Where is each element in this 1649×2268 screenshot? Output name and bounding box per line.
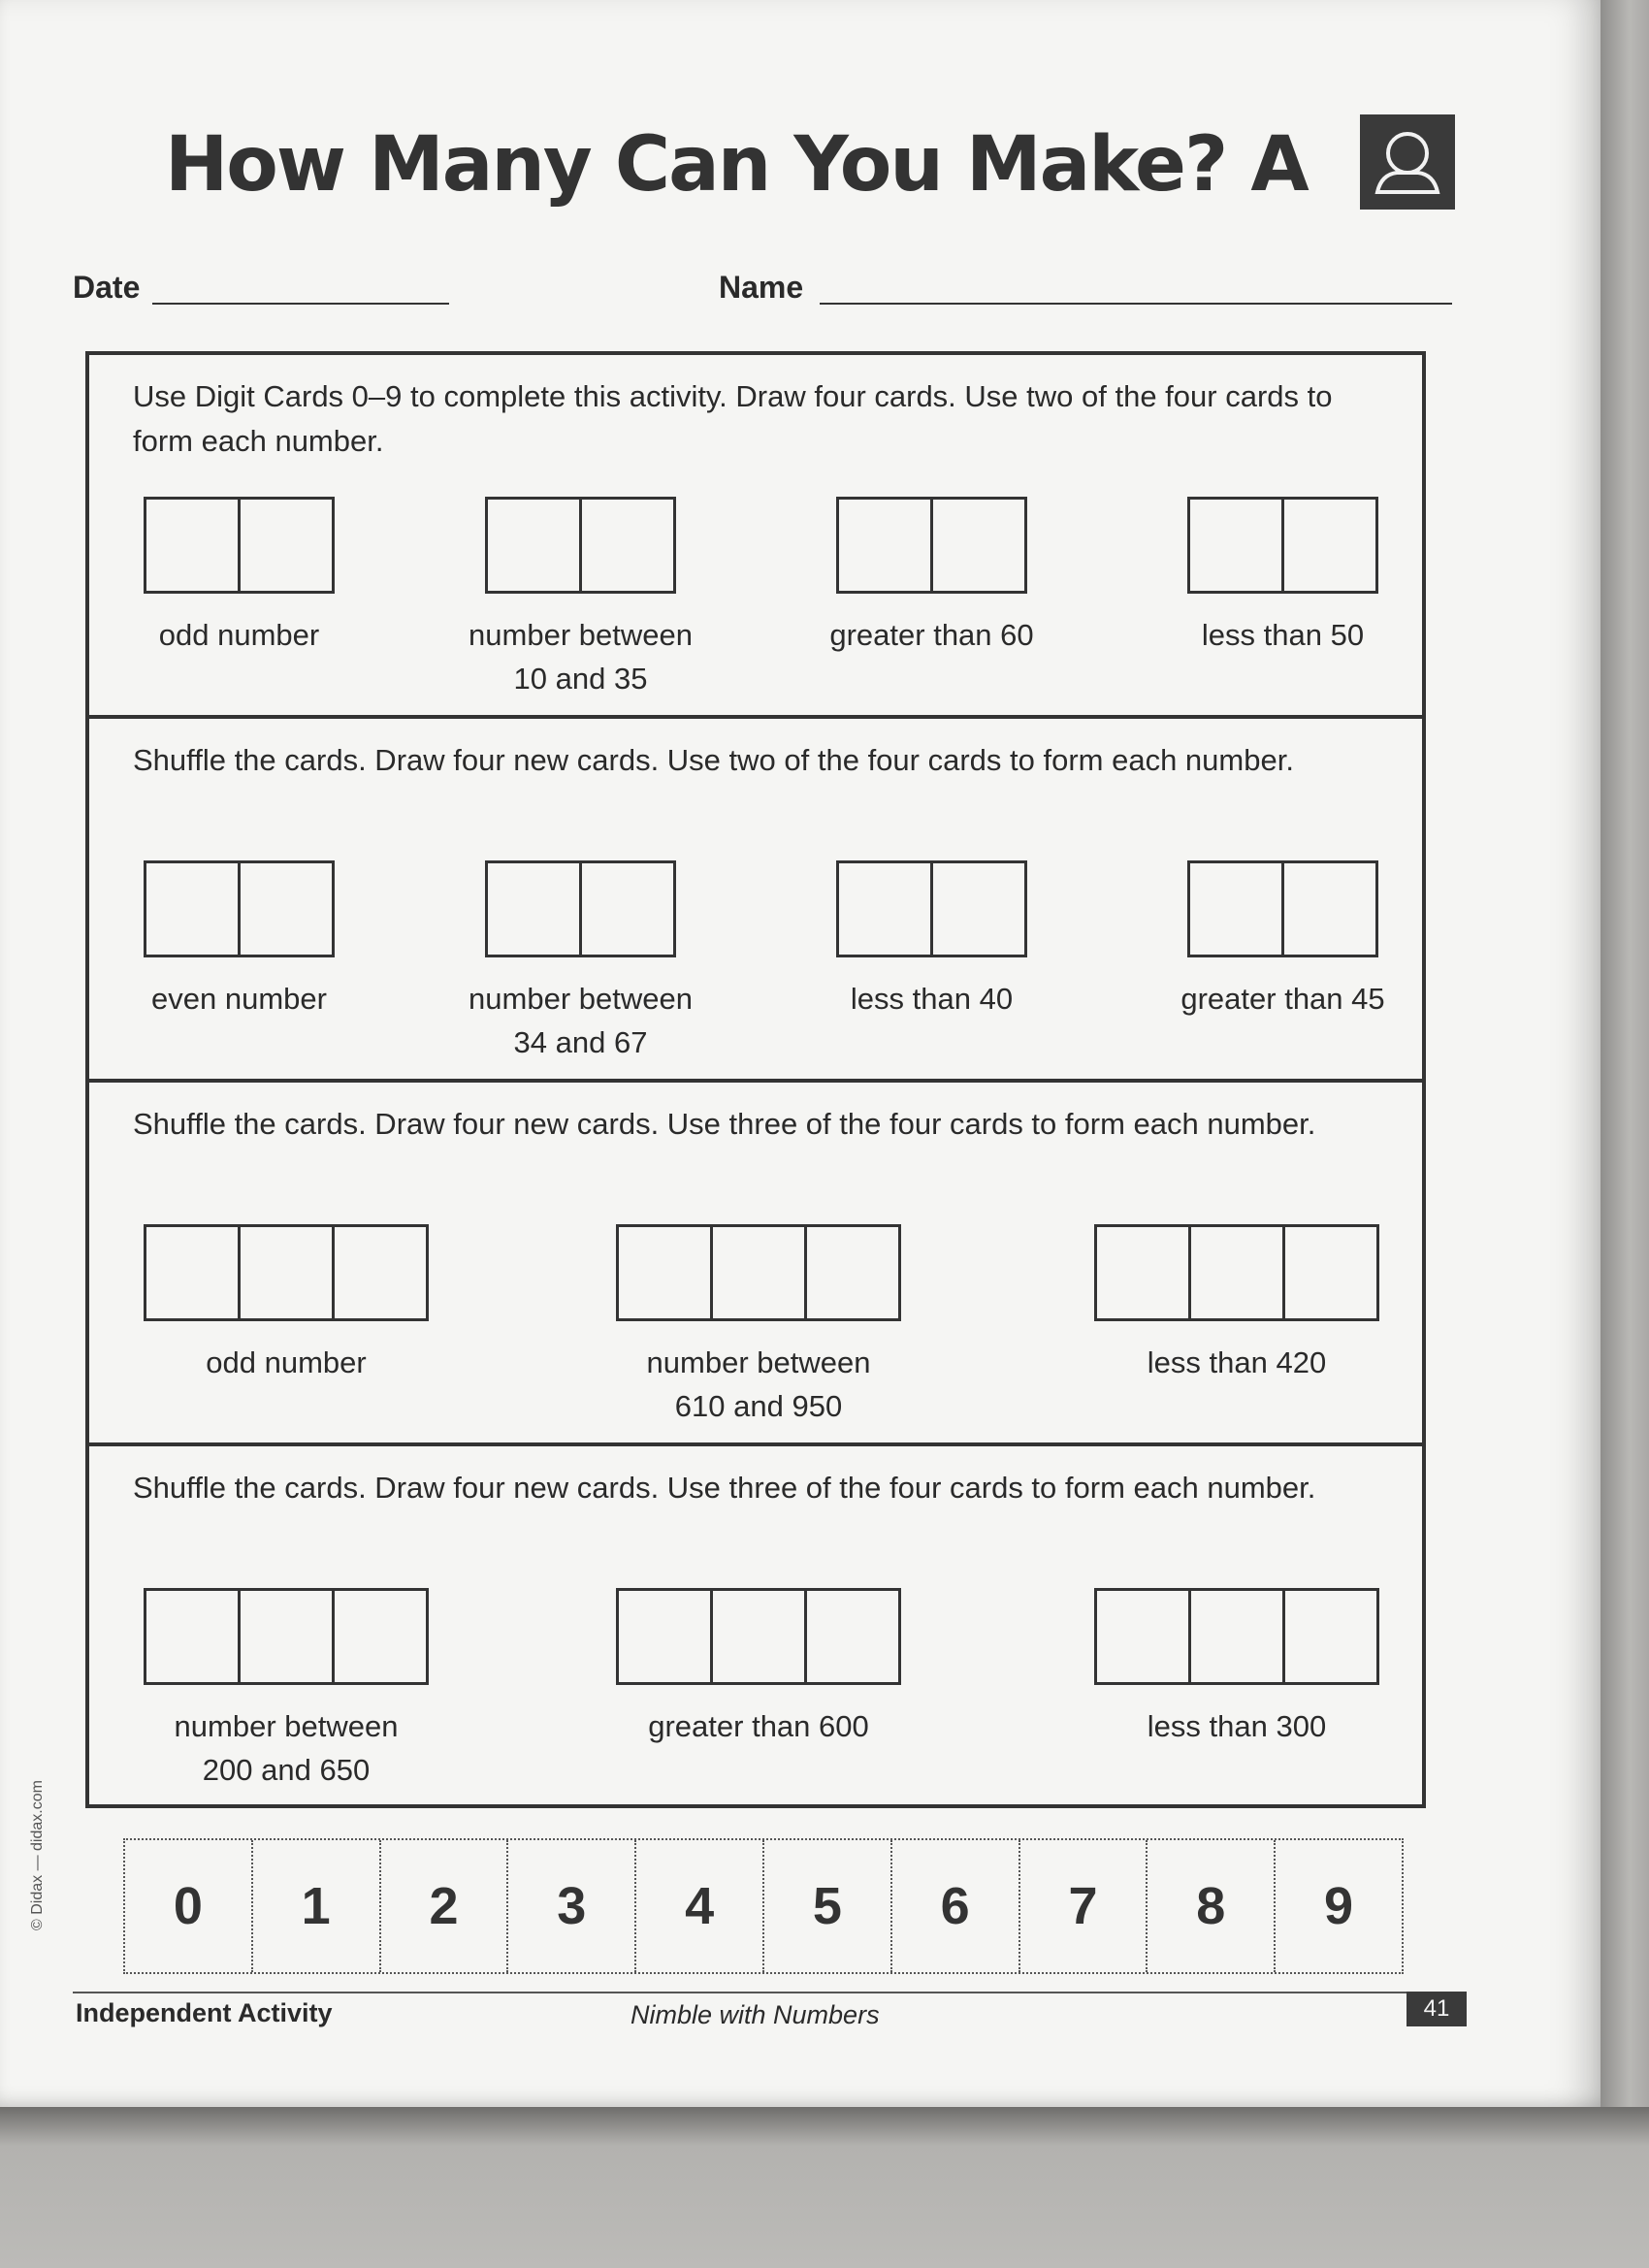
card-box[interactable] xyxy=(238,1588,335,1685)
slot-label: number between 610 and 950 xyxy=(646,1345,871,1423)
card-boxes xyxy=(144,1588,429,1685)
card-box[interactable] xyxy=(1281,860,1378,957)
card-box[interactable] xyxy=(144,860,241,957)
digit-card[interactable]: 2 xyxy=(379,1840,507,1972)
digit-card[interactable]: 3 xyxy=(506,1840,634,1972)
slot-label: number between 10 and 35 xyxy=(469,618,693,696)
card-box[interactable] xyxy=(1187,497,1284,594)
name-field[interactable] xyxy=(820,303,1452,305)
card-box[interactable] xyxy=(804,1588,901,1685)
digit-card[interactable]: 6 xyxy=(890,1840,1018,1972)
slot-label: even number xyxy=(151,982,327,1016)
answer-slot xyxy=(1094,1224,1379,1379)
section-2 xyxy=(89,719,1422,1083)
slot-label: odd number xyxy=(158,618,320,652)
answer-slot xyxy=(469,860,693,1059)
card-box[interactable] xyxy=(1187,860,1284,957)
card-boxes xyxy=(1187,860,1378,957)
digit-card[interactable]: 4 xyxy=(634,1840,762,1972)
person-icon xyxy=(1360,114,1455,210)
card-boxes xyxy=(485,860,676,957)
slot-label: odd number xyxy=(206,1345,367,1379)
answer-slot xyxy=(1094,1588,1379,1743)
card-box[interactable] xyxy=(579,497,676,594)
section-3 xyxy=(89,1083,1422,1446)
answer-slot xyxy=(1187,497,1378,652)
card-box[interactable] xyxy=(930,497,1027,594)
card-box[interactable] xyxy=(144,497,241,594)
card-box[interactable] xyxy=(710,1588,807,1685)
card-boxes xyxy=(616,1224,901,1321)
card-box[interactable] xyxy=(1281,497,1378,594)
card-box[interactable] xyxy=(1094,1588,1191,1685)
slot-label: less than 420 xyxy=(1147,1345,1327,1379)
answer-slot xyxy=(829,497,1034,652)
page-title: How Many Can You Make? A xyxy=(165,121,1308,209)
digit-card[interactable]: 9 xyxy=(1274,1840,1402,1972)
digit-card[interactable]: 0 xyxy=(173,1877,203,1935)
card-box[interactable] xyxy=(616,1588,713,1685)
section-instruction: Shuffle the cards. Draw four new cards. Use three of the four cards to form each number. xyxy=(133,1107,1316,1141)
footer-divider xyxy=(73,1992,1465,1993)
footer-activity-type: Independent Activity xyxy=(76,1998,333,2027)
section-1 xyxy=(89,355,1422,719)
card-box[interactable] xyxy=(238,1224,335,1321)
page-edge xyxy=(1600,0,1649,2107)
card-box[interactable] xyxy=(836,497,933,594)
card-box[interactable] xyxy=(804,1224,901,1321)
page-number: 41 xyxy=(1406,1992,1467,2026)
card-boxes xyxy=(1187,497,1378,594)
answer-slot xyxy=(836,860,1027,1016)
answer-slot xyxy=(616,1588,901,1743)
card-boxes xyxy=(144,497,335,594)
card-box[interactable] xyxy=(616,1224,713,1321)
card-box[interactable] xyxy=(1188,1224,1285,1321)
copyright-text: © Didax — didax.com xyxy=(29,1780,46,1930)
card-box[interactable] xyxy=(144,1224,241,1321)
digit-card[interactable]: 5 xyxy=(762,1840,890,1972)
card-box[interactable] xyxy=(238,860,335,957)
card-boxes xyxy=(1094,1224,1379,1321)
section-instruction: Use Digit Cards 0–9 to complete this activity. Draw four cards. Use two of the four cards to form each number. xyxy=(133,379,1333,458)
slot-label: number between 200 and 650 xyxy=(174,1709,399,1787)
slot-label: greater than 45 xyxy=(1180,982,1385,1016)
answer-slot xyxy=(144,497,335,652)
card-box[interactable] xyxy=(1188,1588,1285,1685)
card-box[interactable] xyxy=(238,497,335,594)
slot-label: greater than 60 xyxy=(829,618,1034,652)
slot-label: number between 34 and 67 xyxy=(469,982,693,1059)
card-box[interactable] xyxy=(485,860,582,957)
card-box[interactable] xyxy=(144,1588,241,1685)
date-label: Date xyxy=(73,270,141,305)
section-instruction: Shuffle the cards. Draw four new cards. Use two of the four cards to form each number. xyxy=(133,743,1294,777)
answer-slot xyxy=(144,1224,429,1379)
date-field[interactable] xyxy=(152,303,449,305)
slot-label: less than 50 xyxy=(1201,618,1365,652)
card-boxes xyxy=(1094,1588,1379,1685)
card-box[interactable] xyxy=(930,860,1027,957)
scan-background xyxy=(0,2107,1649,2268)
card-box[interactable] xyxy=(1282,1588,1379,1685)
card-box[interactable] xyxy=(332,1588,429,1685)
card-box[interactable] xyxy=(332,1224,429,1321)
slot-label: less than 40 xyxy=(850,982,1014,1016)
card-boxes xyxy=(836,860,1027,957)
slot-label: greater than 600 xyxy=(648,1709,869,1743)
card-box[interactable] xyxy=(1282,1224,1379,1321)
section-instruction: Shuffle the cards. Draw four new cards. Use three of the four cards to form each number. xyxy=(133,1471,1316,1505)
activity-box xyxy=(85,351,1426,1808)
card-boxes xyxy=(485,497,676,594)
answer-slot xyxy=(144,860,335,1016)
answer-slot xyxy=(469,497,693,696)
card-box[interactable] xyxy=(836,860,933,957)
answer-slot xyxy=(1180,860,1385,1016)
footer-book-title: Nimble with Numbers xyxy=(630,2000,880,2029)
card-box[interactable] xyxy=(710,1224,807,1321)
card-box[interactable] xyxy=(485,497,582,594)
digit-card[interactable]: 7 xyxy=(1018,1840,1147,1972)
answer-slot xyxy=(616,1224,901,1423)
section-4 xyxy=(89,1446,1422,1806)
answer-slot xyxy=(144,1588,429,1787)
card-box[interactable] xyxy=(1094,1224,1191,1321)
card-boxes xyxy=(836,497,1027,594)
card-box[interactable] xyxy=(579,860,676,957)
slot-label: less than 300 xyxy=(1147,1709,1327,1743)
card-boxes xyxy=(144,1224,429,1321)
digit-card[interactable]: 1 xyxy=(251,1840,379,1972)
card-boxes xyxy=(144,860,335,957)
digit-card[interactable]: 8 xyxy=(1146,1840,1274,1972)
name-label: Name xyxy=(719,270,804,305)
digit-cards-strip xyxy=(123,1838,1404,1974)
card-boxes xyxy=(616,1588,901,1685)
